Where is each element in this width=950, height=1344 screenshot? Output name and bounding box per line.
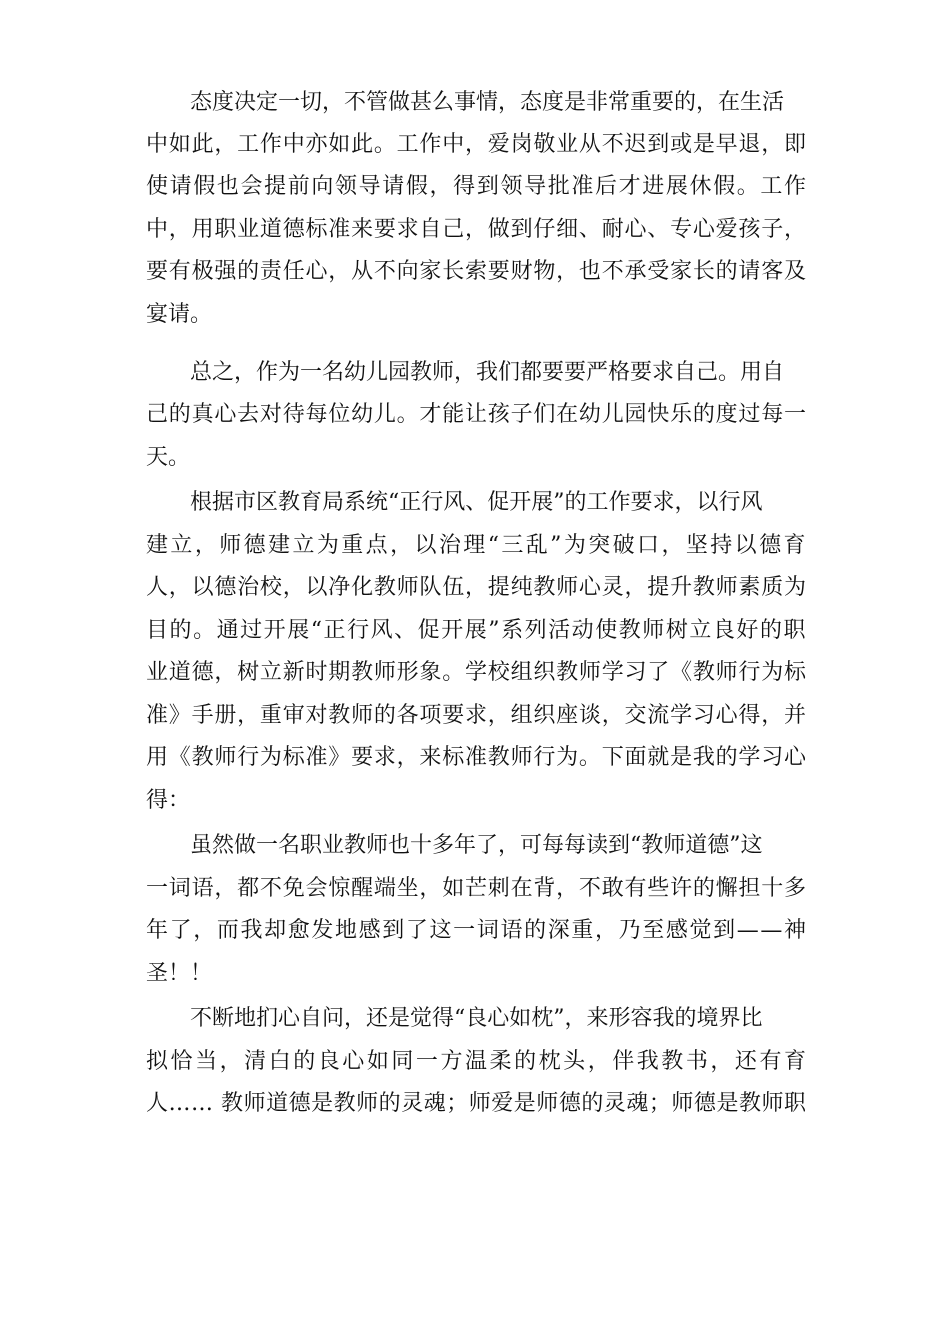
paragraph-3-line-5: 业道德，树立新时期教师形象。学校组织教师学习了《教师行为标 (146, 660, 807, 685)
paragraph-3-line-7: 用《教师行为标准》要求，来标准教师行为。下面就是我的学习心 (146, 745, 807, 770)
paragraph-1-line-6: 宴请。 (146, 302, 213, 327)
paragraph-1-line-3: 使请假也会提前向领导请假，得到领导批准后才进展休假。工作 (146, 174, 808, 199)
paragraph-2-line-2: 己的真心去对待每位幼儿。才能让孩子们在幼儿园快乐的度过每一 (146, 402, 807, 427)
paragraph-1-line-2: 中如此，工作中亦如此。工作中，爱岗敬业从不迟到或是早退，即 (146, 132, 807, 157)
paragraph-4-line-1: 虽然做一名职业教师也十多年了，可每每读到“教师道德”这 (190, 833, 763, 858)
paragraph-1-line-5: 要有极强的责任心，从不向家长索要财物，也不承受家长的请客及 (146, 259, 807, 284)
paragraph-3-line-4: 目的。通过开展“正行风、促开展”系列活动使教师树立良好的职 (146, 618, 808, 643)
paragraph-4-line-3: 年了，而我却愈发地感到了这一词语的深重，乃至感觉到——神 (146, 918, 808, 943)
paragraph-2-line-1: 总之，作为一名幼儿园教师，我们都要要严格要求自己。用自 (190, 360, 785, 385)
paragraph-3-line-3: 人，以德治校，以净化教师队伍，提纯教师心灵，提升教师素质为 (146, 575, 807, 600)
paragraph-3-line-8: 得： (146, 788, 191, 813)
paragraph-3-line-6: 准》手册，重审对教师的各项要求，组织座谈，交流学习心得，并 (146, 703, 807, 728)
paragraph-4-line-4: 圣！！ (146, 961, 213, 986)
paragraph-3-line-2: 建立，师德建立为重点，以治理“三乱”为突破口，坚持以德育 (146, 533, 808, 558)
paragraph-5-line-3: 人…… 教师道德是教师的灵魂；师爱是师德的灵魂；师德是教师职 (146, 1091, 807, 1116)
paragraph-1-line-4: 中，用职业道德标准来要求自己，做到仔细、耐心、专心爱孩子， (146, 217, 807, 242)
paragraph-4-line-2: 一词语，都不免会惊醒端坐，如芒刺在背，不敢有些许的懈担十多 (146, 876, 807, 901)
paragraph-5-line-1: 不断地扪心自问，还是觉得“良心如枕”，来形容我的境界比 (190, 1006, 763, 1031)
paragraph-1-line-1: 态度决定一切，不管做甚么事情，态度是非常重要的，在生活 (190, 90, 785, 115)
paragraph-3-line-1: 根据市区教育局系统“正行风、促开展”的工作要求，以行风 (190, 490, 763, 515)
paragraph-5-line-2: 拟恰当，清白的良心如同一方温柔的枕头，伴我教书，还有育 (146, 1049, 809, 1074)
paragraph-2-line-3: 天。 (146, 445, 191, 470)
